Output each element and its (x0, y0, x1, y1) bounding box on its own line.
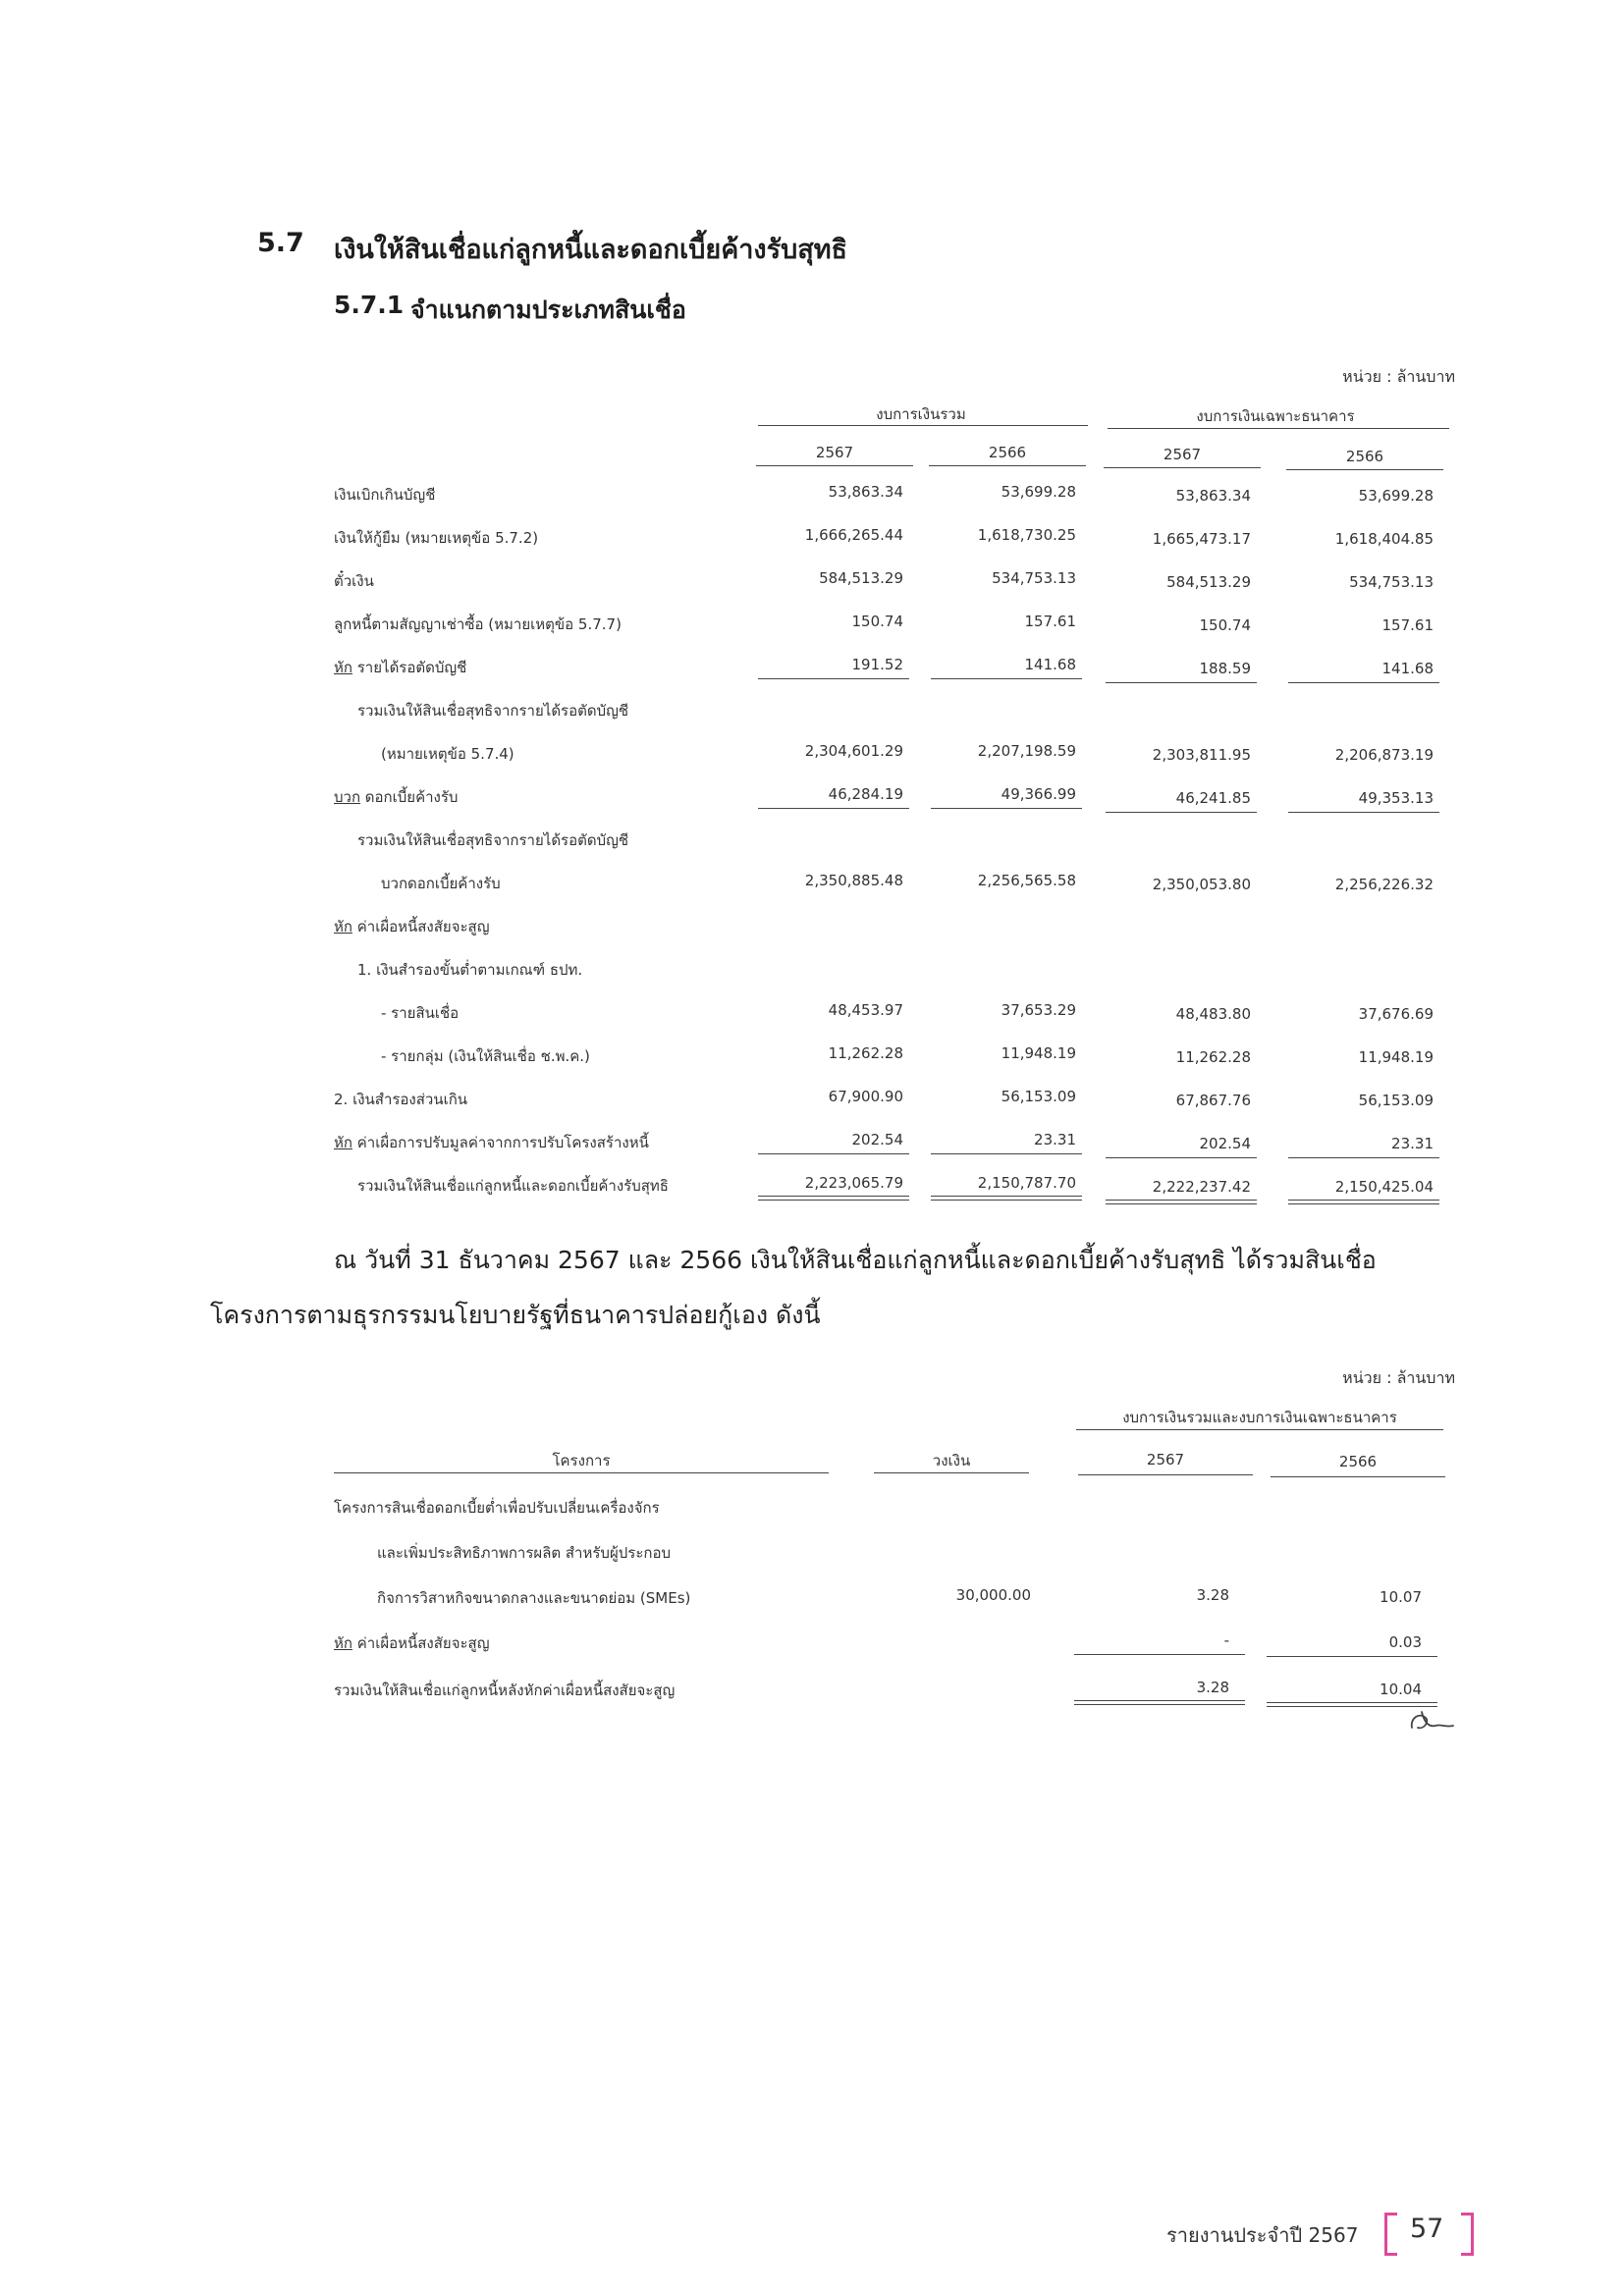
row-label-text: เงินเบิกเกินบัญชี (334, 486, 436, 504)
row-label-text: 1. เงินสำรองขั้นต่ำตามเกณฑ์ ธปท. (357, 961, 583, 979)
table1-cell: 46,241.85 (1175, 789, 1251, 807)
table1-group-consolidated-rule (758, 425, 1088, 426)
row-label-text: เงินให้กู้ยืม (หมายเหตุข้อ 5.7.2) (334, 529, 539, 547)
table2-cell-underline (1267, 1656, 1437, 1657)
table2-cell: 10.04 (1380, 1681, 1422, 1698)
row-prefix: หัก (334, 918, 352, 935)
row-label-text: ตั๋วเงิน (334, 572, 374, 590)
row-label-text: รายได้รอตัดบัญชี (352, 659, 467, 676)
table1-cell-underline (758, 808, 909, 809)
table1-cell-underline (931, 678, 1082, 679)
row-label-text: ค่าเผื่อหนี้สงสัยจะสูญ (352, 1634, 490, 1652)
table1-cell: 37,653.29 (1001, 1001, 1076, 1019)
row-label-text: รวมเงินให้สินเชื่อสุทธิจากรายได้รอตัดบัญชี (357, 831, 629, 849)
table1-cell: 1,618,730.25 (977, 526, 1076, 544)
table1-row-label (357, 958, 582, 982)
footer-right-bracket (1461, 2213, 1474, 2256)
row-label-text: - รายสินเชื่อ (381, 1004, 460, 1022)
table1-cell-double-underline (931, 1196, 1082, 1201)
table1-cell-underline (1288, 1157, 1439, 1158)
table1-cell: 1,665,473.17 (1152, 530, 1251, 548)
table2-cell-underline (1074, 1654, 1245, 1655)
table1-cell: 534,753.13 (992, 569, 1076, 587)
table1-unit: หน่วย : ล้านบาท (1342, 367, 1455, 386)
table1-row-label (381, 872, 501, 895)
table2-col-project-rule (334, 1472, 829, 1473)
table1-row-label (334, 526, 538, 550)
table2-year-rule-2 (1271, 1476, 1445, 1477)
table1-cell: 11,948.19 (1358, 1048, 1434, 1066)
table2-col-project: โครงการ (552, 1452, 611, 1469)
subsection-title: จำแนกตามประเภทสินเชื่อ (410, 295, 686, 324)
table1-cell: 191.52 (851, 656, 903, 673)
row-label-text: 2. เงินสำรองส่วนเกิน (334, 1091, 468, 1108)
table1-group-bank-rule (1108, 428, 1449, 429)
table2-row-label (334, 1496, 660, 1520)
row-label-text: (หมายเหตุข้อ 5.7.4) (381, 745, 514, 763)
table1-cell: 2,304,601.29 (804, 742, 903, 760)
table1-row-label (334, 483, 435, 507)
table1-row-label (381, 1044, 590, 1068)
row-label-text: ค่าเผื่อการปรับมูลค่าจากการปรับโครงสร้างหนี้ (352, 1134, 649, 1151)
table1-row-label (357, 1174, 669, 1198)
table1-cell: 23.31 (1034, 1131, 1076, 1148)
table1-cell: 53,699.28 (1001, 483, 1076, 501)
table1-row-label (334, 1088, 467, 1111)
table1-cell-underline (1106, 812, 1257, 813)
table1-cell: 2,150,425.04 (1334, 1178, 1434, 1196)
table1-cell: 1,666,265.44 (804, 526, 903, 544)
table1-cell: 23.31 (1391, 1135, 1434, 1152)
table1-cell: 2,206,873.19 (1334, 746, 1434, 764)
table1-cell: 141.68 (1381, 660, 1434, 677)
table2-row-label (334, 1631, 489, 1655)
table2-year-2: 2566 (1338, 1453, 1378, 1470)
table1-group-consolidated: งบการเงินรวม (876, 405, 966, 423)
table1-cell: 2,150,787.70 (977, 1174, 1076, 1192)
table1-cell-double-underline (1106, 1200, 1257, 1204)
table1-row-label (334, 785, 458, 809)
table1-cell: 2,256,226.32 (1334, 876, 1434, 893)
table1-cell-double-underline (758, 1196, 909, 1201)
row-label-text: โครงการสินเชื่อดอกเบี้ยต่ำเพื่อปรับเปลี่ยนเครื่องจักร (334, 1499, 660, 1517)
table1-cell-underline (1288, 682, 1439, 683)
table1-cell: 150.74 (851, 613, 903, 630)
table1-year-rule-4 (1286, 469, 1443, 470)
table1-cell: 49,366.99 (1001, 785, 1076, 803)
table1-cell: 157.61 (1024, 613, 1076, 630)
row-label-text: ลูกหนี้ตามสัญญาเช่าซื้อ (หมายเหตุข้อ 5.7.7) (334, 615, 622, 633)
table1-row-label (334, 1131, 649, 1154)
table1-cell: 188.59 (1199, 660, 1251, 677)
table1-cell: 534,753.13 (1349, 573, 1434, 591)
table1-cell: 2,350,885.48 (804, 872, 903, 889)
row-label-text: บวกดอกเบี้ยค้างรับ (381, 875, 501, 892)
row-label-text: ดอกเบี้ยค้างรับ (360, 788, 459, 806)
table1-cell: 49,353.13 (1358, 789, 1434, 807)
table1-year-4: 2566 (1345, 448, 1384, 465)
table1-cell-underline (931, 808, 1082, 809)
note-paragraph-line-2: โครงการตามธุรกรรมนโยบายรัฐที่ธนาคารปล่อยกู้เอง ดังนี้ (210, 1301, 821, 1329)
page-number: 57 (1410, 2214, 1444, 2244)
table2-amount-cell: 30,000.00 (955, 1586, 1031, 1604)
table1-group-bank: งบการเงินเฉพาะธนาคาร (1196, 407, 1355, 425)
table1-cell: 48,453.97 (828, 1001, 903, 1019)
table2-cell: 0.03 (1388, 1633, 1422, 1651)
table1-cell: 37,676.69 (1358, 1005, 1434, 1023)
row-prefix: บวก (334, 788, 361, 806)
table2-group: งบการเงินรวมและงบการเงินเฉพาะธนาคาร (1122, 1409, 1397, 1426)
table1-row-label (334, 613, 622, 636)
table1-cell: 2,256,565.58 (977, 872, 1076, 889)
table1-cell: 46,284.19 (828, 785, 903, 803)
table1-cell: 53,863.34 (828, 483, 903, 501)
table1-cell: 11,948.19 (1001, 1044, 1076, 1062)
subsection-number: 5.7.1 (334, 291, 405, 319)
table2-year-1: 2567 (1146, 1451, 1185, 1468)
table2-row-label (334, 1679, 675, 1702)
table1-cell: 11,262.28 (1175, 1048, 1251, 1066)
table1-year-3: 2567 (1163, 446, 1202, 463)
table1-cell: 584,513.29 (1166, 573, 1251, 591)
table1-row-label (357, 699, 628, 722)
table2-cell: 10.07 (1380, 1588, 1422, 1606)
table1-cell: 141.68 (1024, 656, 1076, 673)
table2-unit: หน่วย : ล้านบาท (1342, 1368, 1455, 1387)
table1-row-label (381, 1001, 459, 1025)
table1-cell: 2,350,053.80 (1152, 876, 1251, 893)
row-label-text: และเพิ่มประสิทธิภาพการผลิต สำหรับผู้ประกอบ (377, 1544, 671, 1562)
signature-mark (1406, 1706, 1457, 1735)
note-paragraph-line-1: ณ วันที่ 31 ธันวาคม 2567 และ 2566 เงินให้สินเชื่อแก่ลูกหนี้และดอกเบี้ยค้างรับสุทธิ ได้รวมสินเชื่อ (334, 1246, 1377, 1274)
table1-cell: 67,867.76 (1175, 1092, 1251, 1109)
table1-cell: 2,303,811.95 (1152, 746, 1251, 764)
footer-report-title: รายงานประจำปี 2567 (1166, 2223, 1359, 2247)
table2-year-rule-1 (1078, 1474, 1253, 1475)
table1-cell: 2,222,237.42 (1152, 1178, 1251, 1196)
table1-cell: 53,863.34 (1175, 487, 1251, 505)
row-prefix: หัก (334, 1134, 352, 1151)
row-label-text: รวมเงินให้สินเชื่อแก่ลูกหนี้หลังหักค่าเผื่อหนี้สงสัยจะสูญ (334, 1682, 676, 1699)
section-title: เงินให้สินเชื่อแก่ลูกหนี้และดอกเบี้ยค้างรับสุทธิ (334, 235, 847, 265)
table1-cell-underline (931, 1153, 1082, 1154)
table2-cell: - (1223, 1631, 1229, 1649)
table2-group-rule (1076, 1429, 1443, 1430)
table1-cell: 584,513.29 (819, 569, 903, 587)
table2-cell-double-underline (1074, 1700, 1245, 1705)
table1-cell: 157.61 (1381, 616, 1434, 634)
row-prefix: หัก (334, 659, 352, 676)
table1-year-rule-3 (1104, 467, 1261, 468)
table1-row-label (381, 742, 514, 766)
table1-year-2: 2566 (988, 444, 1027, 461)
footer-left-bracket (1384, 2213, 1397, 2256)
table1-row-label (357, 828, 628, 852)
table1-cell: 202.54 (851, 1131, 903, 1148)
table1-cell: 48,483.80 (1175, 1005, 1251, 1023)
row-label-text: - รายกลุ่ม (เงินให้สินเชื่อ ช.พ.ค.) (381, 1047, 590, 1065)
table1-cell: 150.74 (1199, 616, 1251, 634)
row-label-text: รวมเงินให้สินเชื่อแก่ลูกหนี้และดอกเบี้ยค้างรับสุทธิ (357, 1177, 669, 1195)
table2-row-label (377, 1541, 671, 1565)
table2-col-amount: วงเงิน (932, 1452, 971, 1469)
table1-cell-double-underline (1288, 1200, 1439, 1204)
table1-cell: 53,699.28 (1358, 487, 1434, 505)
table1-cell: 202.54 (1199, 1135, 1251, 1152)
section-number: 5.7 (257, 228, 304, 258)
table1-row-label (334, 656, 466, 679)
table2-cell: 3.28 (1196, 1679, 1229, 1696)
table1-year-rule-1 (756, 465, 913, 466)
table2-col-amount-rule (874, 1472, 1029, 1473)
table1-cell: 2,207,198.59 (977, 742, 1076, 760)
table1-row-label (334, 915, 489, 938)
table1-cell: 56,153.09 (1001, 1088, 1076, 1105)
table1-cell-underline (1288, 812, 1439, 813)
table1-cell: 11,262.28 (828, 1044, 903, 1062)
table1-cell: 1,618,404.85 (1334, 530, 1434, 548)
table1-year-rule-2 (929, 465, 1086, 466)
table1-row-label (334, 569, 374, 593)
table1-year-1: 2567 (815, 444, 854, 461)
row-label-text: รวมเงินให้สินเชื่อสุทธิจากรายได้รอตัดบัญชี (357, 702, 629, 720)
table1-cell-underline (1106, 682, 1257, 683)
table2-row-label (377, 1586, 690, 1610)
row-label-text: ค่าเผื่อหนี้สงสัยจะสูญ (352, 918, 490, 935)
table1-cell-underline (758, 1153, 909, 1154)
table2-cell: 3.28 (1196, 1586, 1229, 1604)
table1-cell-underline (758, 678, 909, 679)
table1-cell-underline (1106, 1157, 1257, 1158)
table1-cell: 2,223,065.79 (804, 1174, 903, 1192)
row-prefix: หัก (334, 1634, 352, 1652)
table1-cell: 56,153.09 (1358, 1092, 1434, 1109)
row-label-text: กิจการวิสาหกิจขนาดกลางและขนาดย่อม (SMEs) (377, 1589, 691, 1607)
table1-cell: 67,900.90 (828, 1088, 903, 1105)
